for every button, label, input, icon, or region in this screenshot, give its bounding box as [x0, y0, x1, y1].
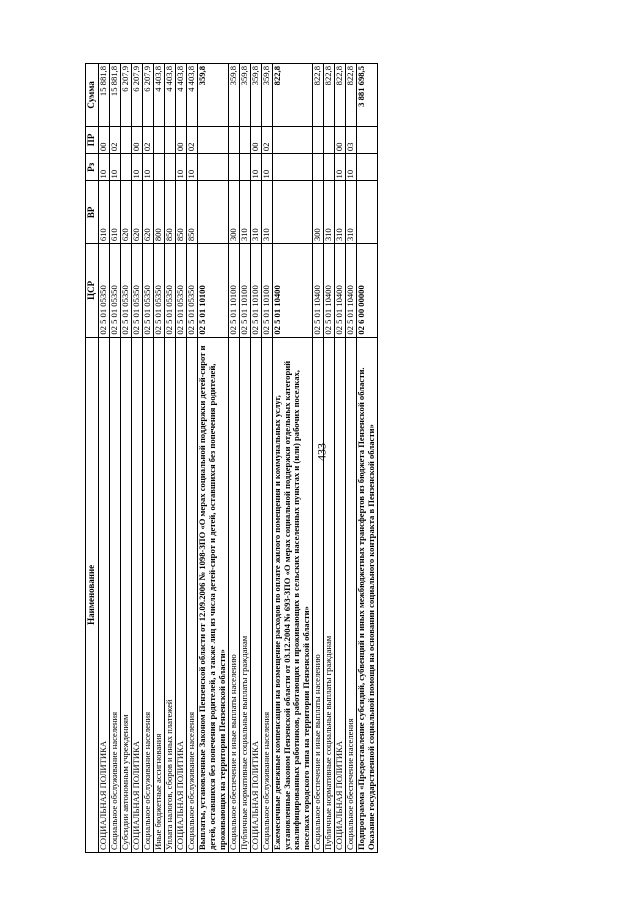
cell-name: Социальное обслуживание населения: [143, 337, 154, 852]
cell-rz: 10: [346, 154, 357, 181]
table-row: [272, 64, 313, 853]
cell-sum: 4 403,8: [165, 64, 176, 127]
table-row: [176, 64, 187, 853]
cell-sum: 4 403,8: [154, 64, 165, 127]
cell-name: СОЦИАЛЬНАЯ ПОЛИТИКА: [335, 337, 346, 852]
cell-name: Социальное обслуживание населения: [110, 337, 121, 852]
table-row: [335, 64, 346, 853]
cell-name: Социальное обслуживание населения: [187, 337, 198, 852]
cell-sum: 6 207,9: [121, 64, 132, 127]
cell-sum: 822,8: [346, 64, 357, 127]
cell-vr: 610: [99, 181, 110, 244]
cell-rz: 10: [143, 154, 154, 181]
cell-pr: 02: [261, 126, 272, 153]
cell-csr: 02 5 01 05350: [154, 244, 165, 337]
cell-name: Выплаты, установленные Законом Пензенской области от 12.09.2006 № 1098-ЗПО «О мерах социальной поддержки детей-сирот и детей, оставшихся без попечения родителей, а также лиц из числа детей-сирот и детей, оставшихся без попечения родителей, проживающих на территории Пензенской области»: [198, 337, 229, 852]
cell-csr: 02 5 01 05350: [176, 244, 187, 337]
cell-pr: 00: [250, 126, 261, 153]
page-number: 433: [314, 443, 329, 461]
cell-pr: [324, 126, 335, 153]
cell-name: СОЦИАЛЬНАЯ ПОЛИТИКА: [99, 337, 110, 852]
cell-name: Социальное обеспечение населения: [346, 337, 357, 852]
cell-rz: 10: [187, 154, 198, 181]
table-row: [261, 64, 272, 853]
cell-csr: 02 5 01 10400: [313, 244, 324, 337]
cell-sum: 6 207,9: [143, 64, 154, 127]
table-row: [357, 64, 378, 853]
cell-vr: [198, 181, 229, 244]
cell-sum: 359,8: [239, 64, 250, 127]
cell-pr: 00: [99, 126, 110, 153]
header-name: Наименование: [86, 337, 99, 852]
cell-rz: [357, 154, 378, 181]
cell-rz: 10: [335, 154, 346, 181]
cell-vr: 310: [324, 181, 335, 244]
cell-csr: 02 5 01 05350: [99, 244, 110, 337]
cell-pr: [198, 126, 229, 153]
table-row: [165, 64, 176, 853]
cell-vr: 620: [143, 181, 154, 244]
cell-rz: [313, 154, 324, 181]
cell-csr: 02 5 01 10100: [198, 244, 229, 337]
table-row: [313, 64, 324, 853]
cell-pr: [357, 126, 378, 153]
cell-name: СОЦИАЛЬНАЯ ПОЛИТИКА: [176, 337, 187, 852]
cell-pr: 00: [176, 126, 187, 153]
header-pr: ПР: [86, 126, 99, 153]
cell-name: Публичные нормативные социальные выплаты гражданам: [239, 337, 250, 852]
cell-vr: 610: [110, 181, 121, 244]
cell-csr: 02 5 01 10400: [324, 244, 335, 337]
cell-vr: 310: [346, 181, 357, 244]
cell-sum: 15 881,8: [110, 64, 121, 127]
cell-csr: 02 5 01 10100: [250, 244, 261, 337]
cell-vr: 850: [176, 181, 187, 244]
cell-rz: 10: [132, 154, 143, 181]
cell-rz: [228, 154, 239, 181]
cell-pr: 02: [187, 126, 198, 153]
table-row: [154, 64, 165, 853]
cell-rz: [198, 154, 229, 181]
cell-name: Социальное обеспечение и иные выплаты населению: [228, 337, 239, 852]
cell-rz: [239, 154, 250, 181]
cell-rz: [165, 154, 176, 181]
cell-rz: 10: [110, 154, 121, 181]
cell-csr: 02 5 01 05350: [132, 244, 143, 337]
cell-csr: 02 5 01 05350: [110, 244, 121, 337]
cell-vr: 300: [228, 181, 239, 244]
table-row: [99, 64, 110, 853]
cell-csr: 02 6 00 00000: [357, 244, 378, 337]
cell-sum: 359,8: [250, 64, 261, 127]
cell-pr: [272, 126, 313, 153]
cell-csr: 02 5 01 05350: [121, 244, 132, 337]
cell-pr: [121, 126, 132, 153]
table-row: [346, 64, 357, 853]
cell-sum: 4 403,8: [187, 64, 198, 127]
cell-name: СОЦИАЛЬНАЯ ПОЛИТИКА: [132, 337, 143, 852]
cell-rz: [324, 154, 335, 181]
budget-table: [85, 63, 378, 853]
cell-rz: 10: [176, 154, 187, 181]
cell-vr: 310: [239, 181, 250, 244]
table-row: [110, 64, 121, 853]
cell-vr: [357, 181, 378, 244]
cell-vr: 300: [313, 181, 324, 244]
cell-rz: [272, 154, 313, 181]
cell-rz: 10: [261, 154, 272, 181]
cell-vr: 620: [121, 181, 132, 244]
cell-name: СОЦИАЛЬНАЯ ПОЛИТИКА: [250, 337, 261, 852]
cell-vr: 620: [132, 181, 143, 244]
cell-vr: 310: [250, 181, 261, 244]
cell-csr: 02 5 01 10400: [335, 244, 346, 337]
cell-name: Социальное обслуживание населения: [261, 337, 272, 852]
cell-sum: 822,8: [272, 64, 313, 127]
cell-csr: 02 5 01 10100: [228, 244, 239, 337]
cell-sum: 822,8: [335, 64, 346, 127]
cell-pr: 03: [346, 126, 357, 153]
cell-sum: 359,8: [228, 64, 239, 127]
cell-pr: 02: [110, 126, 121, 153]
header-vr: ВР: [86, 181, 99, 244]
cell-name: Уплата налогов, сборов и иных платежей: [165, 337, 176, 852]
table-row: [187, 64, 198, 853]
cell-rz: 10: [250, 154, 261, 181]
cell-pr: [165, 126, 176, 153]
cell-csr: 02 5 01 10100: [261, 244, 272, 337]
table-row: [250, 64, 261, 853]
cell-csr: 02 5 01 05350: [143, 244, 154, 337]
cell-rz: 10: [99, 154, 110, 181]
header-rz: Рз: [86, 154, 99, 181]
cell-pr: 02: [143, 126, 154, 153]
cell-pr: [154, 126, 165, 153]
cell-pr: [239, 126, 250, 153]
cell-sum: 3 881 698,5: [357, 64, 378, 127]
cell-rz: [121, 154, 132, 181]
table-row: [198, 64, 229, 853]
cell-name: Подпрограмма «Предоставление субсидий, субвенций и иных межбюджетных трансфертов из бюджета Пензенской области. Оказание государственной социальной помощи на основании социального контракта в Пензенской области»: [357, 337, 378, 852]
cell-sum: 359,8: [198, 64, 229, 127]
table-header-row: [86, 64, 99, 853]
cell-csr: 02 5 01 05350: [165, 244, 176, 337]
cell-sum: 822,8: [313, 64, 324, 127]
table-row: [121, 64, 132, 853]
cell-csr: 02 5 01 10400: [272, 244, 313, 337]
cell-csr: 02 5 01 10400: [346, 244, 357, 337]
cell-name: Субсидии автономным учреждениям: [121, 337, 132, 852]
header-csr: ЦСР: [86, 244, 99, 337]
table-row: [239, 64, 250, 853]
cell-pr: [228, 126, 239, 153]
cell-pr: 00: [132, 126, 143, 153]
table-row: [132, 64, 143, 853]
cell-sum: 359,8: [261, 64, 272, 127]
cell-sum: 6 207,9: [132, 64, 143, 127]
cell-vr: 850: [187, 181, 198, 244]
cell-vr: 310: [335, 181, 346, 244]
table-row: [143, 64, 154, 853]
cell-sum: 15 881,8: [99, 64, 110, 127]
cell-pr: [313, 126, 324, 153]
cell-vr: 310: [261, 181, 272, 244]
table-body: [99, 64, 378, 853]
rotated-table-wrapper: [85, 63, 565, 853]
cell-name: Иные бюджетные ассигнования: [154, 337, 165, 852]
cell-sum: 4 403,8: [176, 64, 187, 127]
cell-sum: 822,8: [324, 64, 335, 127]
cell-name: Ежемесячные денежные компенсации на возмещение расходов по оплате жилого помещения и коммунальных услуг, установленные Законом Пензенской области от 03.12.2004 № 693-ЗПО «О мерах социальной поддержки отдельных категорий квалифицированных работников, работающих и проживающих в сельских населенных пунктах и (или) рабочих поселках, поселках городского типа на территории Пензенской области»: [272, 337, 313, 852]
cell-rz: [154, 154, 165, 181]
cell-csr: 02 5 01 05350: [187, 244, 198, 337]
cell-name: Публичные нормативные социальные выплаты гражданам: [324, 337, 335, 852]
cell-name: Социальное обеспечение и иные выплаты населению: [313, 337, 324, 852]
cell-vr: [272, 181, 313, 244]
cell-pr: 00: [335, 126, 346, 153]
table-row: [228, 64, 239, 853]
cell-vr: 800: [154, 181, 165, 244]
cell-vr: 850: [165, 181, 176, 244]
cell-csr: 02 5 01 10100: [239, 244, 250, 337]
header-sum: Сумма: [86, 64, 99, 127]
table-row: [324, 64, 335, 853]
